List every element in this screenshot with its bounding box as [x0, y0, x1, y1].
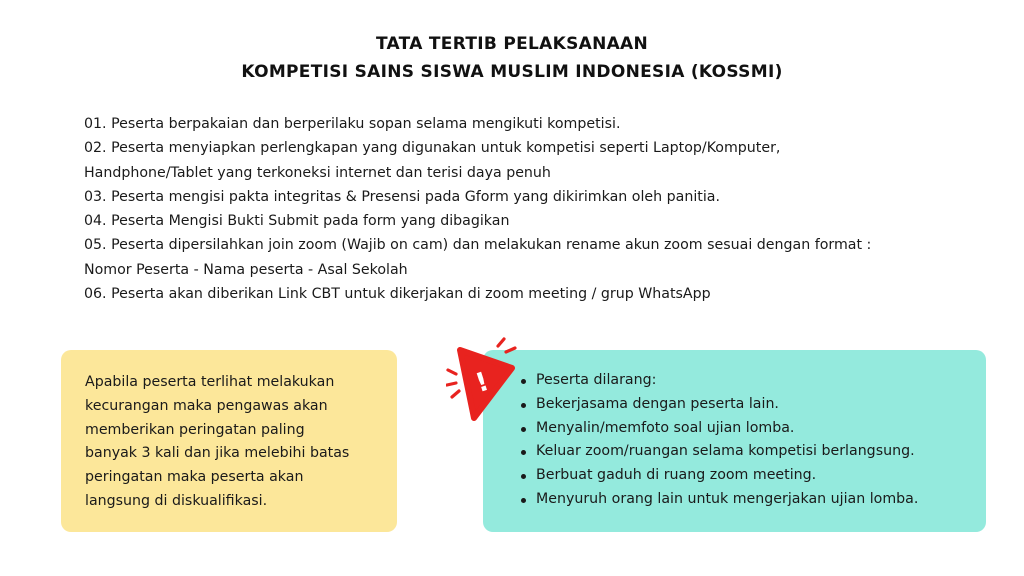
warning-line: memberikan peringatan paling	[85, 421, 305, 438]
list-item: Berbuat gaduh di ruang zoom meeting.	[521, 464, 918, 488]
rule-line: 06. Peserta akan diberikan Link CBT untuk dikerjakan di zoom meeting / grup WhatsApp	[84, 286, 711, 303]
list-item: Peserta dilarang:	[521, 369, 918, 393]
warning-line: kecurangan maka pengawas akan	[85, 397, 328, 414]
prohibited-list	[521, 369, 918, 512]
list-item: Keluar zoom/ruangan selama kompetisi berlangsung.	[521, 440, 918, 464]
warning-line: peringatan maka peserta akan	[85, 469, 304, 486]
list-item: Menyuruh orang lain untuk mengerjakan ujian lomba.	[521, 488, 918, 512]
rule-line: Nomor Peserta - Nama peserta - Asal Sekolah	[84, 261, 408, 278]
rule-line: 05. Peserta dipersilahkan join zoom (Wajib on cam) dan melakukan rename akun zoom sesuai dengan format :	[84, 237, 872, 254]
warning-triangle-icon	[446, 330, 526, 426]
rule-line: 03. Peserta mengisi pakta integritas & Presensi pada Gform yang dikirimkan oleh panitia.	[84, 188, 720, 205]
rule-line: 01. Peserta berpakaian dan berperilaku sopan selama mengikuti kompetisi.	[84, 116, 621, 132]
warning-text	[85, 371, 385, 514]
prohibited-box	[483, 350, 986, 532]
warning-line: Apabila peserta terlihat melakukan	[85, 374, 335, 390]
list-item: Menyalin/memfoto soal ujian lomba.	[521, 417, 918, 441]
rule-line: 02. Peserta menyiapkan perlengkapan yang digunakan untuk kompetisi seperti Laptop/Komputer,	[84, 140, 781, 157]
warning-line: banyak 3 kali dan jika melebihi batas	[85, 445, 350, 462]
rules-list	[84, 112, 964, 306]
alert-symbol: !	[472, 366, 493, 400]
warning-line: langsung di diskualifikasi.	[85, 492, 268, 509]
rule-line: 04. Peserta Mengisi Bukti Submit pada form yang dibagikan	[84, 213, 510, 230]
list-item: Bekerjasama dengan peserta lain.	[521, 393, 918, 417]
page-title-line-1: TATA TERTIB PELAKSANAAN	[375, 34, 649, 54]
rule-line: Handphone/Tablet yang terkoneksi internet dan terisi daya penuh	[84, 164, 551, 181]
page-title-line-2: KOMPETISI SAINS SISWA MUSLIM INDONESIA (KOSSMI)	[241, 62, 783, 82]
warning-box	[61, 350, 397, 532]
